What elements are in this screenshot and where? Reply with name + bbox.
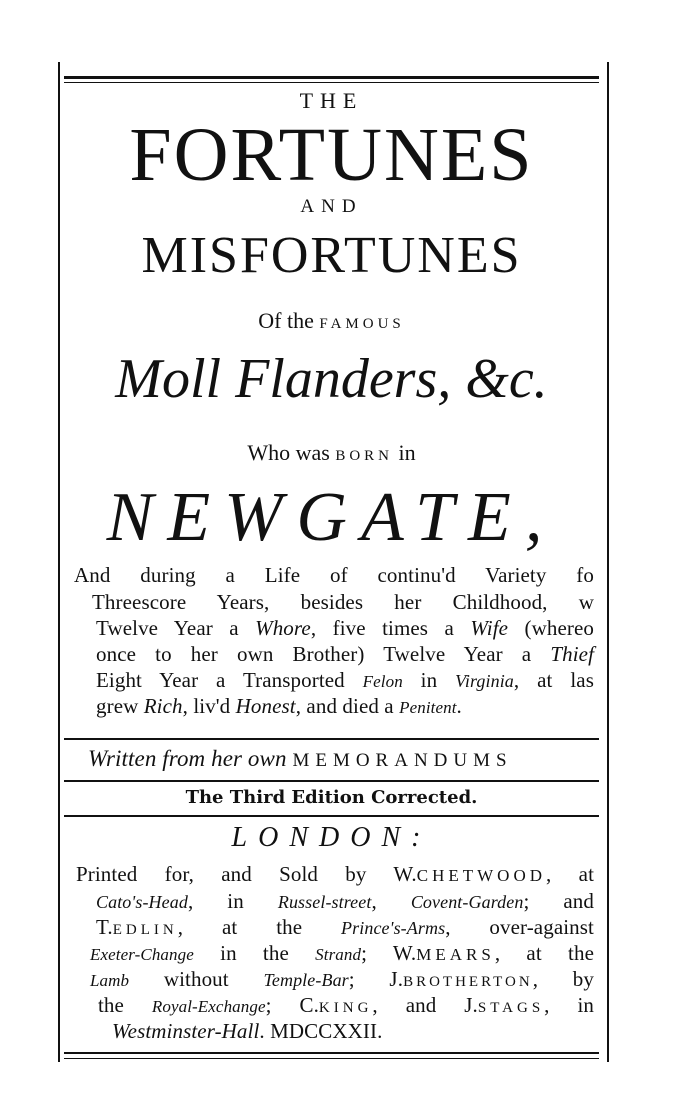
imprint-line-7: Westminster-Hall. MDCCXXII. xyxy=(112,1019,383,1043)
in: in xyxy=(398,440,416,465)
who-was-born-in xyxy=(64,440,599,466)
title-fortunes: FORTUNES xyxy=(129,113,534,197)
london: LONDON: xyxy=(231,822,432,853)
top-rule xyxy=(64,76,599,79)
imprint-line-6: the Royal-Exchange; C.KING, and J.STAGS, in xyxy=(98,993,594,1017)
memorandums: MEMORANDUMS xyxy=(292,750,513,771)
of-the: Of the xyxy=(258,308,314,333)
who-was: Who was xyxy=(247,440,330,465)
edition-line: The Third Edition Corrected. xyxy=(185,787,478,808)
imprint-line-1: Printed for, and Sold by W.CHETWOOD, at xyxy=(76,862,594,886)
newgate: NEWGATE, xyxy=(106,479,557,556)
famous: FAMOUS xyxy=(319,316,405,332)
rule-above-edition xyxy=(64,780,599,782)
of-the-famous xyxy=(64,308,599,334)
summary-line-5: Eight Year a Transported Felon in Virginia, at las xyxy=(96,668,594,692)
summary-line-4: once to her own Brother) Twelve Year a Thief xyxy=(96,642,594,666)
summary-line-1: And during a Life of continu'd Variety fo xyxy=(74,563,594,587)
moll-flanders: Moll Flanders, &c. xyxy=(115,348,548,410)
title-and: AND xyxy=(300,196,363,217)
summary-line-6: grew Rich, liv'd Honest, and died a Penitent. xyxy=(96,694,462,718)
rule-below-edition xyxy=(64,815,599,817)
top-rule-thin xyxy=(64,82,599,83)
bottom-rule xyxy=(64,1052,599,1054)
imprint-line-4: Exeter-Change in the Strand; W.MEARS, at the xyxy=(90,941,594,965)
title-the: THE xyxy=(299,88,364,113)
summary-line-3: Twelve Year a Whore, five times a Wife (whereo xyxy=(96,616,594,640)
written-from: Written from her own xyxy=(88,746,287,771)
summary-line-2: Threescore Years, besides her Childhood, w xyxy=(92,590,594,614)
rule-above-memoranda xyxy=(64,738,599,740)
imprint-line-5: Lamb without Temple-Bar; J.BROTHERTON, by xyxy=(90,967,594,991)
imprint-line-3: T.EDLIN, at the Prince's-Arms, over-against xyxy=(96,915,594,939)
title-misfortunes: MISFORTUNES xyxy=(141,227,522,284)
imprint-line-2: Cato's-Head, in Russel-street, Covent-Garden; and xyxy=(96,889,594,913)
born: BORN xyxy=(335,448,394,464)
memoranda-line xyxy=(88,746,608,772)
bottom-rule-thin xyxy=(64,1058,599,1059)
